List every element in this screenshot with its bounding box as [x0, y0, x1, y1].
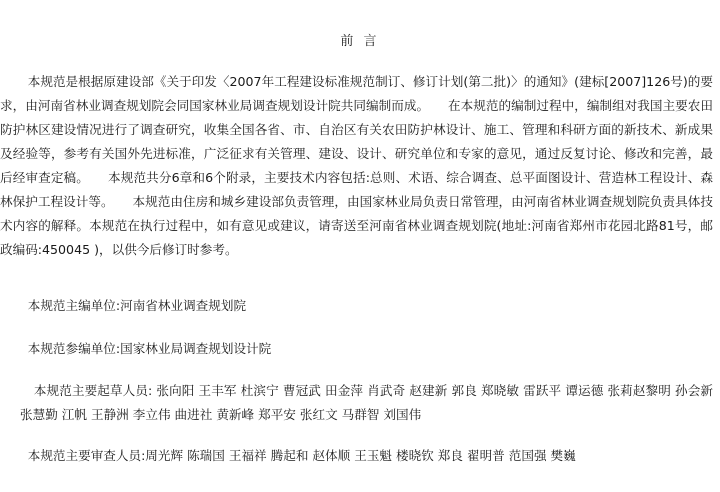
intro-paragraph: 本规范是根据原建设部《关于印发〈2007年工程建设标准规范制订、修订计划(第二批)〉的通知》(建标[2007]126号)的要求，由河南省林业调查规划院会同国家林业局调查规划设计院共同编制而成。 在本规范的编制过程中，编制组对我国主要农田防护林区建设情况进行了调查研究，收集全国各省、市、自治区有关农田防护林设计、施工、管理和科研方面的新技术、新成果及经验等，参考有关国外先进标准，广泛征求有关管理、建设、设计、研究单位和专家的意见，通过反复讨论、修改和完善，最后经审查定稿。 本规范共分6章和6个附录，主要技术内容包括:总则、术语、综合调查、总平面图设计、营造林工程设计、森林保护工程设计等。 本规范由住房和城乡建设部负责管理，由国家林业局负责日常管理，由河南省林业调查规划院负责具体技术内容的解释。本规范在执行过程中，如有意见或建议，请寄送至河南省林业调查规划院(地址:河南省郑州市花园北路81号，邮政编码:450045 )，以供今后修订时参考。 — [0, 74, 713, 257]
drafters-list: 本规范主要起草人员: 张向阳 王丰军 杜滨宁 曹冠武 田金萍 肖武奇 赵建新 郭良 郑晓敏 雷跃平 谭运德 张莉赵黎明 孙会新 张慧勤 江帆 王静洲 李立伟 曲进社 黄新峰 郑平安 张红文 马群智 刘国伟 — [20, 383, 713, 422]
page-title: 前 言 — [340, 34, 380, 49]
reviewers-list: 本规范主要审查人员:周光辉 陈瑞国 王福祥 腾起和 赵体顺 王玉魁 楼晓钦 郑良 翟明普 范国强 樊巍 — [27, 448, 576, 463]
chief-editor-unit: 本规范主编单位:河南省林业调查规划院 — [27, 298, 247, 313]
participating-editor-unit: 本规范参编单位:国家林业局调查规划设计院 — [27, 341, 272, 356]
